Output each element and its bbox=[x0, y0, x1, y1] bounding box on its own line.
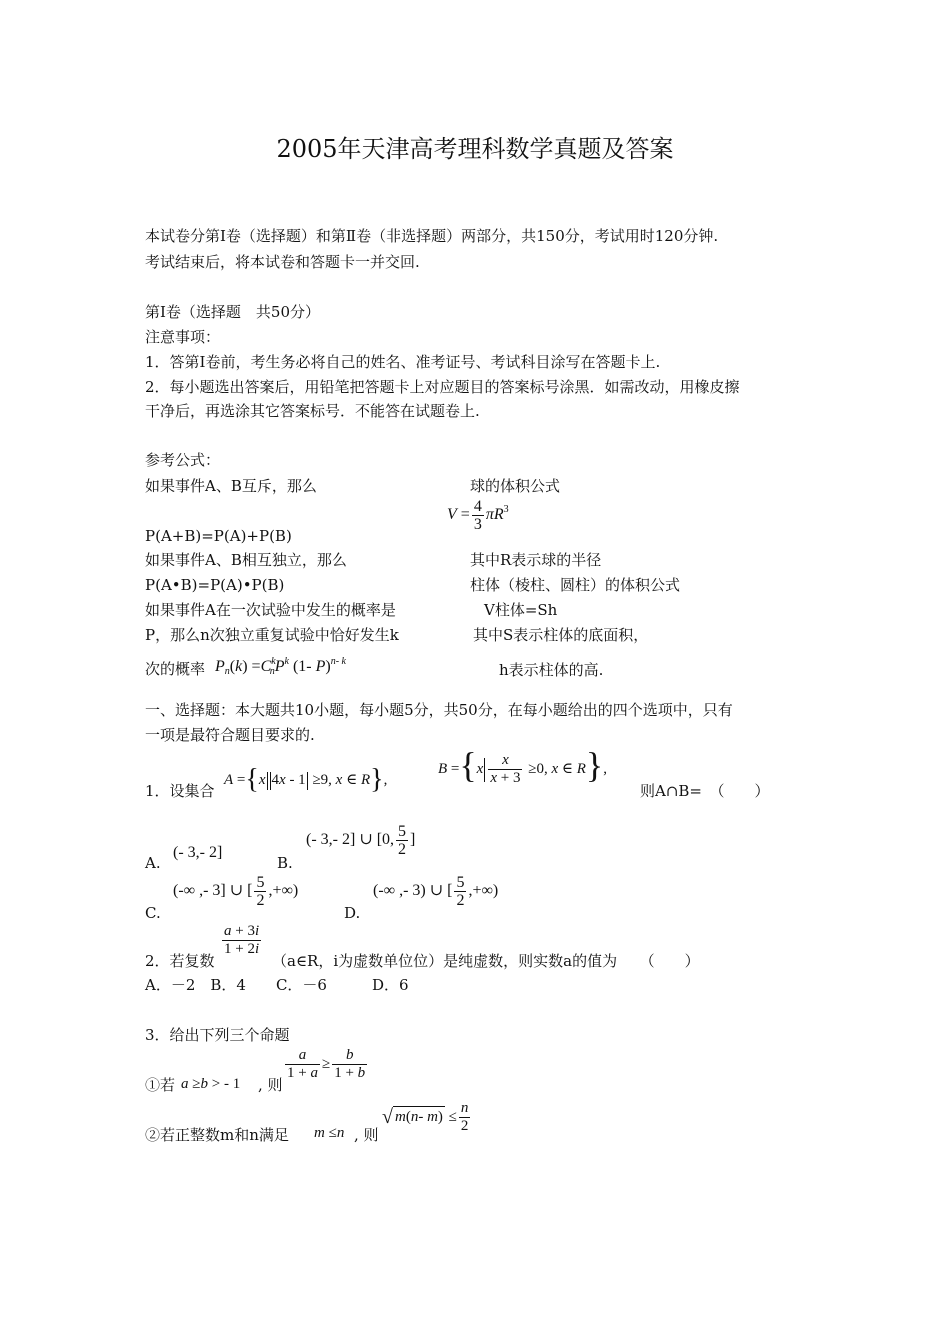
q3-p2-prefix: ②若正整数m和n满足 bbox=[145, 1126, 289, 1144]
q1-prefix: 1．设集合 bbox=[145, 782, 215, 800]
formula-left-7: 次的概率 bbox=[145, 660, 206, 678]
q1-option-d: (-∞ ,- 3) ∪ [ $\frac{5}{2}$ ,+∞) bbox=[373, 874, 499, 909]
part1-intro-a: 一、选择题：本大题共10小题，每小题5分，共50分，在每小题给出的四个选项中，只有 bbox=[145, 701, 733, 719]
note-2b: 干净后，再选涂其它答案标号．不能答在试题卷上. bbox=[145, 402, 480, 420]
formula-left-5: 如果事件A在一次试验中发生的概率是 bbox=[145, 601, 396, 619]
q2-suffix: （a∈R，i为虚数单位位）是纯虚数，则实数a的值为 （ ） bbox=[272, 952, 700, 970]
q3-p1-ineq: $\frac{a}{1 + a}$ ≥ $\frac{b}{1 + b}$ bbox=[287, 1047, 366, 1081]
q1-option-d-label: D. bbox=[344, 904, 361, 922]
q3-p2-mid: , 则 bbox=[354, 1126, 379, 1144]
formula-left-4: P(A•B)=P(A)•P(B) bbox=[145, 576, 285, 594]
formula-right-2: 其中R表示球的半径 bbox=[470, 551, 602, 569]
q3-stem: 3．给出下列三个命题 bbox=[145, 1026, 290, 1044]
page-title: 2005年天津高考理科数学真题及答案 bbox=[276, 135, 674, 163]
q1-option-a-label: A. bbox=[145, 854, 161, 872]
intro-line-2: 考试结束后，将本试卷和答题卡一并交回. bbox=[145, 253, 420, 271]
q2-options: A．－2 B．4 C．－6 D．6 bbox=[145, 976, 409, 994]
section1-heading: 第Ⅰ卷（选择题 共50分） bbox=[145, 303, 321, 321]
q3-p2-ineq: √ m(n- m) ≤ $\frac{n}{2}$ bbox=[382, 1100, 469, 1134]
binomial-formula: $P_n(k) =C^k_nP^k$ (1- P)$^{n- k}$ bbox=[215, 656, 346, 677]
note-2a: 2．每小题选出答案后，用铅笔把答题卡上对应题目的答案标号涂黑．如需改动，用橡皮擦 bbox=[145, 378, 740, 396]
q2-fraction: $\frac{a + 3i}{1 + 2i}$ bbox=[224, 923, 260, 957]
q1-option-c: (-∞ ,- 3] ∪ [ $\frac{5}{2}$ ,+∞) bbox=[173, 874, 299, 909]
notes-title: 注意事项： bbox=[145, 328, 221, 346]
intro-line-1: 本试卷分第Ⅰ卷（选择题）和第Ⅱ卷（非选择题）两部分，共150分，考试用时120分钟. bbox=[145, 227, 719, 245]
formulas-title: 参考公式： bbox=[145, 451, 221, 469]
q3-p2-cond: m ≤n bbox=[314, 1125, 345, 1141]
q3-p1-cond: a ≥b > - 1 bbox=[181, 1076, 241, 1092]
sphere-volume-formula: V = $\frac{4}{3}$ $\pi R^3$ bbox=[447, 498, 509, 533]
formula-left-3: 如果事件A、B相互独立，那么 bbox=[145, 551, 347, 569]
q1-option-b: (- 3,- 2] ∪ [0, $\frac{5}{2}$ ] bbox=[306, 823, 416, 858]
formula-right-6: h表示柱体的高. bbox=[499, 661, 604, 679]
q1-set-b: B ={x $\frac{x}{x + 3}$ ≥0, x ∈ R}, bbox=[438, 744, 607, 786]
q1-option-c-label: C. bbox=[145, 904, 161, 922]
formula-left-1: 如果事件A、B互斥，那么 bbox=[145, 477, 317, 495]
q1-option-b-label: B. bbox=[277, 854, 293, 872]
part1-intro-b: 一项是最符合题目要求的. bbox=[145, 726, 315, 744]
note-1: 1．答第Ⅰ卷前，考生务必将自己的姓名、准考证号、考试科目涂写在答题卡上. bbox=[145, 353, 661, 371]
formula-right-3: 柱体（棱柱、圆柱）的体积公式 bbox=[470, 576, 681, 594]
q3-p1-mid: , 则 bbox=[258, 1076, 283, 1094]
q1-set-a: A ={x 4x - 1 ≥9, x ∈ R}, bbox=[224, 764, 388, 795]
formula-left-2: P(A+B)=P(A)+P(B) bbox=[145, 527, 292, 545]
q3-p1-prefix: ①若 bbox=[145, 1076, 176, 1094]
q1-suffix: 则A∩B= （ ） bbox=[640, 782, 770, 800]
formula-left-6: P，那么n次独立重复试验中恰好发生k bbox=[145, 626, 399, 644]
q1-option-a: (- 3,- 2] bbox=[173, 844, 223, 861]
q2-prefix: 2．若复数 bbox=[145, 952, 215, 970]
formula-right-1: 球的体积公式 bbox=[470, 477, 561, 495]
formula-right-4: V柱体=Sh bbox=[484, 601, 558, 619]
formula-right-5: 其中S表示柱体的底面积， bbox=[473, 626, 649, 644]
